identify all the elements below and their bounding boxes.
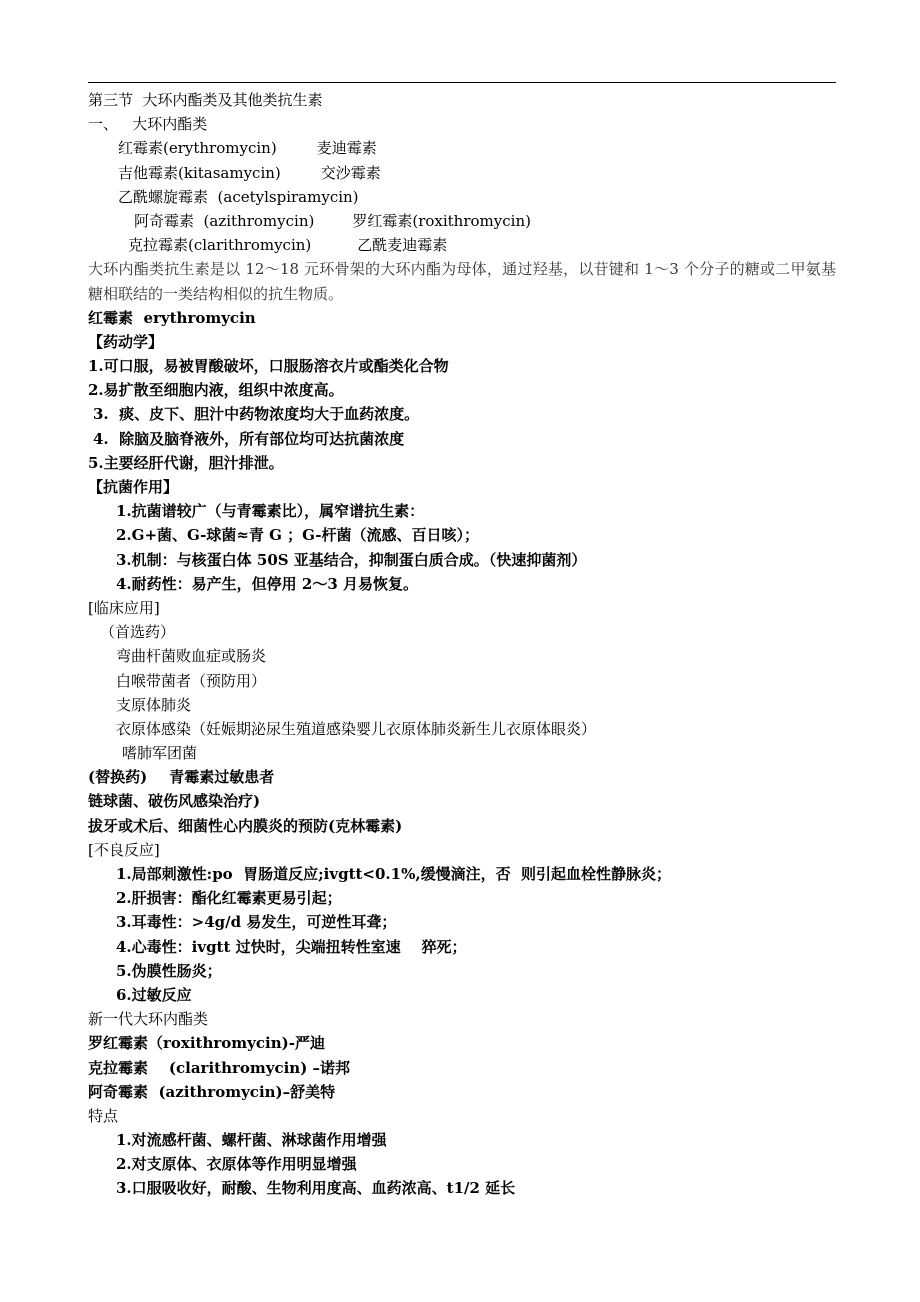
list-item: 3.机制：与核蛋白体 50S 亚基结合，抑制蛋白质合成。（快速抑菌剂） [116, 550, 587, 569]
list-item: 1.局部刺激性:po 胃肠道反应;ivgtt<0.1%,缓慢滴注，否 则引起血栓性静脉炎； [116, 865, 672, 884]
list-item: 支原体肺炎 [116, 695, 192, 714]
list-item: 嗜肺军团菌 [122, 744, 198, 763]
first-choice-label: （首选药） [100, 623, 176, 642]
list-item: 1.对流感杆菌、螺杆菌、淋球菌作用增强 [116, 1131, 387, 1150]
list-item: 2.易扩散至细胞内液，组织中浓度高。 [88, 381, 344, 400]
erythromycin-heading: 红霉素 erythromycin [88, 308, 256, 327]
list-item: 5.伪膜性肠炎； [116, 961, 222, 980]
list-item: 2.肝损害：酯化红霉素更易引起； [116, 889, 342, 908]
list-item: 4.心毒性：ivgtt 过快时，尖端扭转性室速 猝死； [116, 937, 467, 956]
document-body [88, 88, 836, 1201]
drug-row [88, 185, 836, 209]
list-item: 白喉带菌者（预防用） [116, 671, 267, 690]
list-item: 弯曲杆菌败血症或肠炎 [116, 647, 267, 666]
list-item: 罗红霉素（roxithromycin)-严迪 [88, 1034, 325, 1053]
list-item: 克拉霉素 (clarithromycin) –诺邦 [88, 1058, 351, 1077]
features-heading: 特点 [88, 1106, 119, 1125]
subsection-heading: 一、 大环内酯类 [88, 115, 208, 134]
drug-name: 麦迪霉素 [316, 139, 377, 158]
drug-name: 阿奇霉素 (azithromycin) [134, 211, 315, 230]
list-item: 1.可口服，易被胃酸破坏，口服肠溶衣片或酯类化合物 [88, 357, 449, 376]
alternative-label: (替换药) [88, 768, 148, 787]
list-item: 3.口服吸收好，耐酸、生物利用度高、血药浓高、t1/2 延长 [116, 1179, 516, 1198]
list-item: 阿奇霉素 (azithromycin)–舒美特 [88, 1082, 336, 1101]
drug-row [88, 136, 836, 160]
clinical-heading: [临床应用] [88, 598, 160, 617]
list-item: 拔牙或术后、细菌性心内膜炎的预防(克林霉素) [88, 816, 403, 835]
drug-name: 乙酰螺旋霉素 (acetylspiramycin) [118, 187, 359, 206]
drug-name: 交沙霉素 [320, 163, 381, 182]
drug-row [88, 209, 836, 233]
list-item: 6.过敏反应 [116, 985, 192, 1004]
list-item: 1.抗菌谱较广（与青霉素比），属窄谱抗生素： [116, 502, 425, 521]
antibacterial-heading: 【抗菌作用】 [88, 478, 179, 497]
list-item: 青霉素过敏患者 [169, 768, 275, 787]
list-item: 3. 痰、皮下、胆汁中药物浓度均大于血药浓度。 [93, 405, 420, 424]
list-item: 4.耐药性：易产生，但停用 2～3 月易恢复。 [116, 574, 418, 593]
alternative-row [88, 765, 836, 789]
list-item: 3.耳毒性：>4g/d 易发生，可逆性耳聋； [116, 913, 397, 932]
pharmacokinetics-heading: 【药动学】 [88, 332, 164, 351]
list-item: 链球菌、破伤风感染治疗) [88, 792, 261, 811]
header-rule [88, 82, 836, 83]
list-item: 2.G+菌、G-球菌≈青 G ；G-杆菌（流感、百日咳）； [116, 526, 479, 545]
section-title: 第三节 大环内酯类及其他类抗生素 [88, 91, 323, 109]
drug-row [88, 233, 836, 257]
adverse-heading: [不良反应] [88, 840, 160, 859]
list-item: 4. 除脑及脑脊液外，所有部位均可达抗菌浓度 [93, 429, 405, 448]
list-item: 2.对支原体、衣原体等作用明显增强 [116, 1155, 357, 1174]
list-item: 5.主要经肝代谢，胆汁排泄。 [88, 453, 284, 472]
drug-name: 吉他霉素(kitasamycin) [118, 163, 281, 182]
drug-name: 乙酰麦迪霉素 [357, 236, 448, 255]
drug-row [88, 161, 836, 185]
drug-name: 罗红霉素(roxithromycin) [352, 211, 531, 230]
list-item: 衣原体感染（妊娠期泌尿生殖道感染婴儿衣原体肺炎新生儿衣原体眼炎） [116, 719, 597, 738]
new-generation-heading: 新一代大环内酯类 [88, 1010, 209, 1029]
drug-name: 克拉霉素(clarithromycin) [128, 236, 312, 255]
drug-name: 红霉素(erythromycin) [118, 139, 277, 158]
intro-paragraph: 大环内酯类抗生素是以 12～18 元环骨架的大环内酯为母体，通过羟基，以苷键和 1～3 个分子的糖或二甲氨基糖相联结的一类结构相似的抗生物质。 [88, 260, 836, 303]
